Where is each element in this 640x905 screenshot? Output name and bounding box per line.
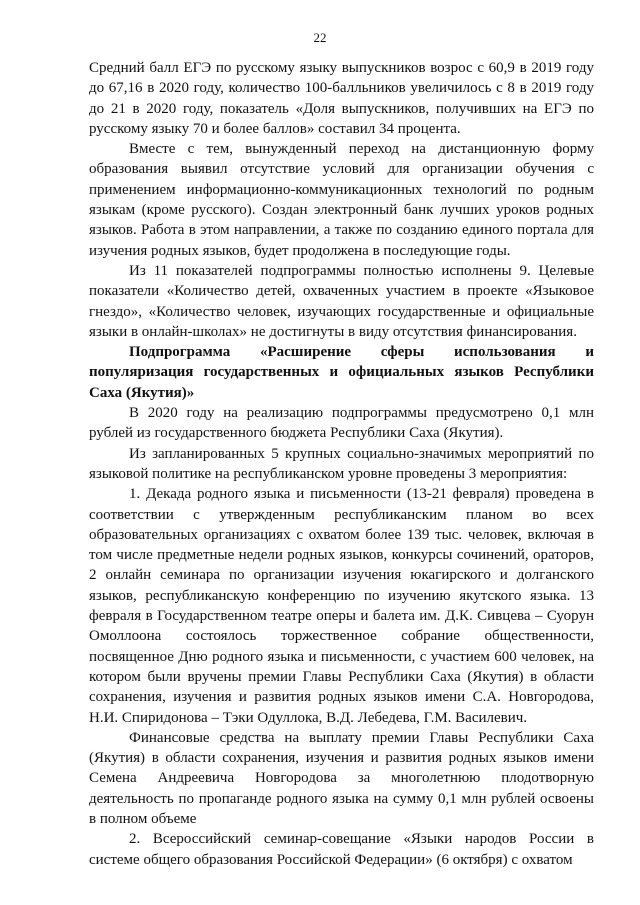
paragraph-award-funding: Финансовые средства на выплату премии Главы Республики Саха (Якутия) в области сохранения, изучения и развития родных языков имени Семена Андреевича Новгородова за многолетнюю плодотворную деятельность по пропаганде родного языка на сумму 0,1 млн рублей освоены в полном объеме (89, 729, 594, 827)
paragraph-distance-learning: Вместе с тем, вынужденный переход на дистанционную форму образования выявил отсутствие условий для организации обучения с применением информационно-коммуникационных технологий по родным языкам (кроме русского). Создан электронный банк лучших уроков родных языков. Работа в этом направлении, а также по созданию единого портала для изучения родных языков, будет продолжена в последующие годы. (89, 141, 594, 259)
page-number: 22 (313, 30, 327, 45)
paragraph-seminar: 2. Всероссийский семинар-совещание «Языки народов России в системе общего образования Российской Федерации» (6 октября) с охватом (89, 831, 594, 868)
paragraph-indicators: Из 11 показателей подпрограммы полностью исполнены 9. Целевые показатели «Количество детей, охваченных участием в проекте «Языковое гнездо», «Количество человек, изучающих государственные и официальные языки в онлайн-школах» не достигнуты в виду отсутствия финансирования. (89, 262, 594, 340)
paragraph-events-planned: Из запланированных 5 крупных социально-значимых мероприятий по языковой политике на республиканском уровне проведены 3 мероприятия: (89, 445, 594, 482)
subprogram-heading: Подпрограмма «Расширение сферы использования и популяризация государственных и официальных языков Республики Саха (Якутия)» (89, 344, 594, 401)
paragraph-language-decade: 1. Декада родного языка и письменности (13-21 февраля) проведена в соответствии с утвержденным республиканским планом во всех образовательных организациях с охватом более 139 тыс. человек, включая в том числе предметные недели родных языков, конкурсы сочинений, ораторов, 2 онлайн семинара по организации изучения юкагирского и долганского языков, республиканскую конференцию по изучению якутского языка. 13 февраля в Государственном театре оперы и балета им. Д.К. Сивцева – Суорун Омоллоона состоялось торжественное собрание общественности, посвященное Дню родного языка и письменности, с участием 600 человек, на котором были вручены премии Главы Республики Саха (Якутия) в области сохранения, изучения и развития родных языков имени С.А. Новгородова, Н.И. Спиридонова – Тэки Одуллока, В.Д. Лебедева, Г.М. Василевич. (89, 486, 594, 726)
document-body (89, 58, 594, 870)
paragraph-ege-results: Средний балл ЕГЭ по русскому языку выпускников возрос с 60,9 в 2019 году до 67,16 в 2020 году, количество 100-балльников увеличилось с 8 в 2019 году до 21 в 2020 году, показатель «Доля выпускников, получивших на ЕГЭ по русскому языку 70 и более баллов» составил 34 процента. (89, 60, 594, 137)
paragraph-funding: В 2020 году на реализацию подпрограммы предусмотрено 0,1 млн рублей из государственного бюджета Республики Саха (Якутия). (89, 405, 594, 442)
